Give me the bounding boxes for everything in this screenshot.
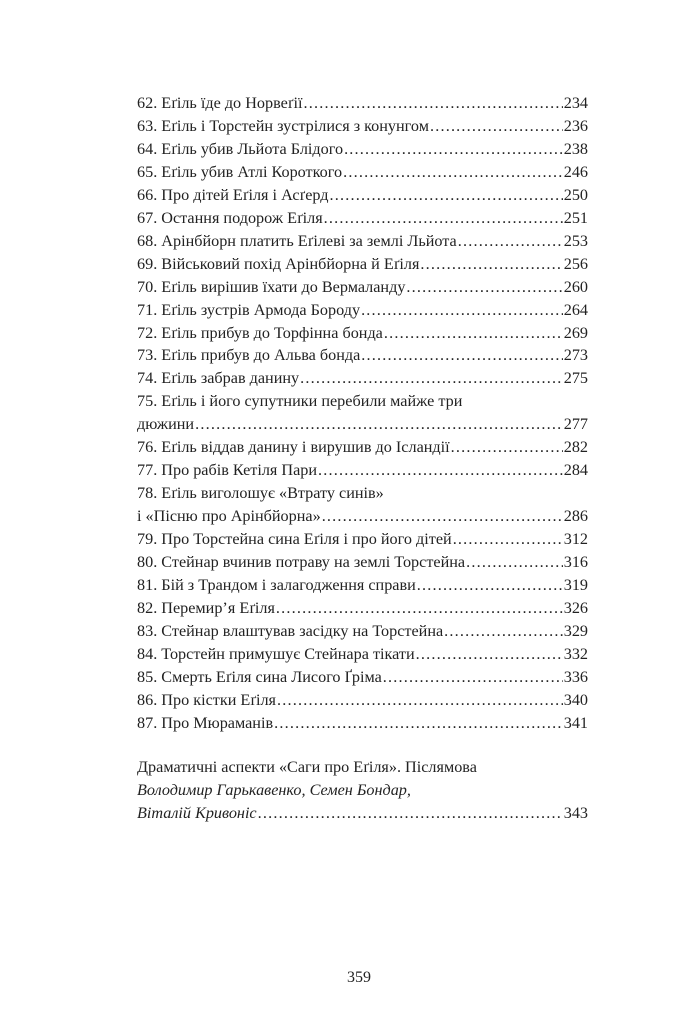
dot-leader <box>466 551 563 574</box>
entry-page: 238 <box>563 139 588 158</box>
toc-entry <box>137 276 588 299</box>
toc-entry <box>137 207 588 230</box>
dot-leader <box>406 276 562 299</box>
dot-leader <box>420 253 562 276</box>
entry-title: 84. Торстейн примушує Стейнара тікати <box>137 644 415 663</box>
toc-entry <box>137 689 588 712</box>
dot-leader <box>361 344 562 367</box>
dot-leader <box>277 689 563 712</box>
toc-entry <box>137 138 588 161</box>
entry-title: 74. Еґіль забрав данину <box>137 369 300 388</box>
entry-page: 234 <box>563 94 588 112</box>
entry-title: 82. Перемир’я Еґіля <box>137 598 275 617</box>
dot-leader <box>384 322 563 345</box>
dot-leader <box>383 666 563 689</box>
afterword-authors: Володимир Гарькавенко, Семен Бондар, <box>137 780 411 799</box>
entry-title: 67. Остання подорож Еґіля <box>137 208 323 227</box>
toc-entry <box>137 161 588 184</box>
toc-entry <box>137 115 588 138</box>
entry-title: 73. Еґіль прибув до Альва бонда <box>137 346 361 365</box>
toc-entry <box>137 92 588 115</box>
dot-leader <box>258 802 563 825</box>
entry-title: 80. Стейнар вчинив потраву на землі Торстейна <box>137 553 466 572</box>
dot-leader <box>451 436 563 459</box>
entry-title: 86. Про кістки Еґіля <box>137 690 276 709</box>
entry-title: 72. Еґіль прибув до Торфінна бонда <box>137 323 383 342</box>
entry-title: 70. Еґіль вирішив їхати до Вермаланду <box>137 277 406 296</box>
entry-title: і «Пісню про Арінбйорна» <box>137 507 321 526</box>
entry-title: 83. Стейнар влаштував засідку на Торстейна <box>137 621 444 640</box>
dot-leader <box>343 161 563 184</box>
toc-entry <box>137 666 588 689</box>
dot-leader <box>322 505 563 528</box>
toc-entry <box>137 299 588 322</box>
entry-page: 329 <box>563 621 588 640</box>
entry-page: 336 <box>563 667 588 686</box>
dot-leader <box>416 643 563 666</box>
dot-leader <box>361 299 563 322</box>
entry-title: 63. Еґіль і Торстейн зустрілися з конунгом <box>137 116 429 135</box>
toc-entry <box>137 643 588 666</box>
toc-entry <box>137 322 588 345</box>
toc-entry <box>137 712 588 735</box>
entry-page: 319 <box>563 576 588 595</box>
dot-leader <box>430 115 563 138</box>
entry-page: 284 <box>563 461 588 480</box>
entry-page: 312 <box>563 530 588 549</box>
toc-entry <box>137 367 588 390</box>
entry-page: 236 <box>563 116 588 135</box>
toc-entry <box>137 528 588 551</box>
entry-title: 64. Еґіль убив Льйота Блідого <box>137 139 344 158</box>
toc-entry <box>137 620 588 643</box>
entry-page: 332 <box>563 644 588 663</box>
entry-page: 275 <box>563 369 588 388</box>
entry-title: 66. Про дітей Еґіля і Асґерд <box>137 185 329 204</box>
entry-page: 251 <box>563 208 588 227</box>
dot-leader <box>300 367 563 390</box>
toc-entry <box>137 253 588 276</box>
toc-entry <box>137 505 588 528</box>
toc-entry <box>137 597 588 620</box>
dot-leader <box>304 92 563 115</box>
entry-page: 260 <box>563 277 588 296</box>
entry-page: 343 <box>563 803 588 822</box>
entry-page: 282 <box>563 438 588 457</box>
entry-title: 68. Арінбйорн платить Еґілеві за землі Льйота <box>137 231 457 250</box>
entry-title: 69. Військовий похід Арінбйорна й Еґіля <box>137 254 420 273</box>
dot-leader <box>318 459 563 482</box>
entry-page: 326 <box>563 598 588 617</box>
toc-entry <box>137 459 588 482</box>
entry-title: 77. Про рабів Кетіля Пари <box>137 461 318 480</box>
dot-leader <box>444 620 563 643</box>
entry-title: 79. Про Торстейна сина Еґіля і про його дітей <box>137 530 452 549</box>
entry-page: 316 <box>563 553 588 572</box>
entry-title: 76. Еґіль віддав данину і вирушив до Ісландії <box>137 438 450 457</box>
entry-title-line: 78. Еґіль виголошує «Втрату синів» <box>137 484 384 503</box>
entry-page: 277 <box>563 415 588 434</box>
dot-leader <box>330 184 563 207</box>
entry-page: 341 <box>563 713 588 732</box>
entry-title: 65. Еґіль убив Атлі Короткого <box>137 162 343 181</box>
dot-leader <box>453 528 563 551</box>
dot-leader <box>344 138 563 161</box>
entry-page: 256 <box>563 254 588 273</box>
afterword-title: Драматичні аспекти «Саги про Еґіля». Післямова <box>137 757 477 776</box>
entry-title: 71. Еґіль зустрів Армода Бороду <box>137 300 361 319</box>
toc-entry <box>137 574 588 597</box>
dot-leader <box>324 207 563 230</box>
entry-title: Віталій Кривоніс <box>137 803 257 822</box>
entry-title: 81. Бій з Трандом і залагодження справи <box>137 576 416 595</box>
entry-page: 253 <box>563 231 588 250</box>
entry-page: 264 <box>563 300 588 319</box>
toc-entry <box>137 551 588 574</box>
toc-entry <box>137 802 588 825</box>
toc-entry <box>137 184 588 207</box>
toc-entry <box>137 230 588 253</box>
entry-title-line: 75. Еґіль і його супутники перебили майже три <box>137 392 463 411</box>
entry-page: 250 <box>563 185 588 204</box>
dot-leader <box>458 230 563 253</box>
dot-leader <box>417 574 563 597</box>
entry-title: 85. Смерть Еґіля сина Лисого Ґріма <box>137 667 382 686</box>
toc-entry <box>137 344 588 367</box>
entry-title: 87. Про Мюраманів <box>137 713 274 732</box>
entry-page: 269 <box>563 323 588 342</box>
entry-page: 286 <box>563 507 588 526</box>
dot-leader <box>276 597 563 620</box>
dot-leader <box>274 712 563 735</box>
page-number: 359 <box>347 969 371 986</box>
toc-entry <box>137 413 588 436</box>
entry-title: 62. Еґіль їде до Норвеґії <box>137 94 303 112</box>
table-of-contents <box>137 92 588 825</box>
entry-page: 340 <box>563 690 588 709</box>
toc-entry <box>137 436 588 459</box>
entry-page: 246 <box>563 162 588 181</box>
dot-leader <box>195 413 563 436</box>
entry-page: 273 <box>563 346 588 365</box>
entry-title: дюжини <box>137 415 195 434</box>
